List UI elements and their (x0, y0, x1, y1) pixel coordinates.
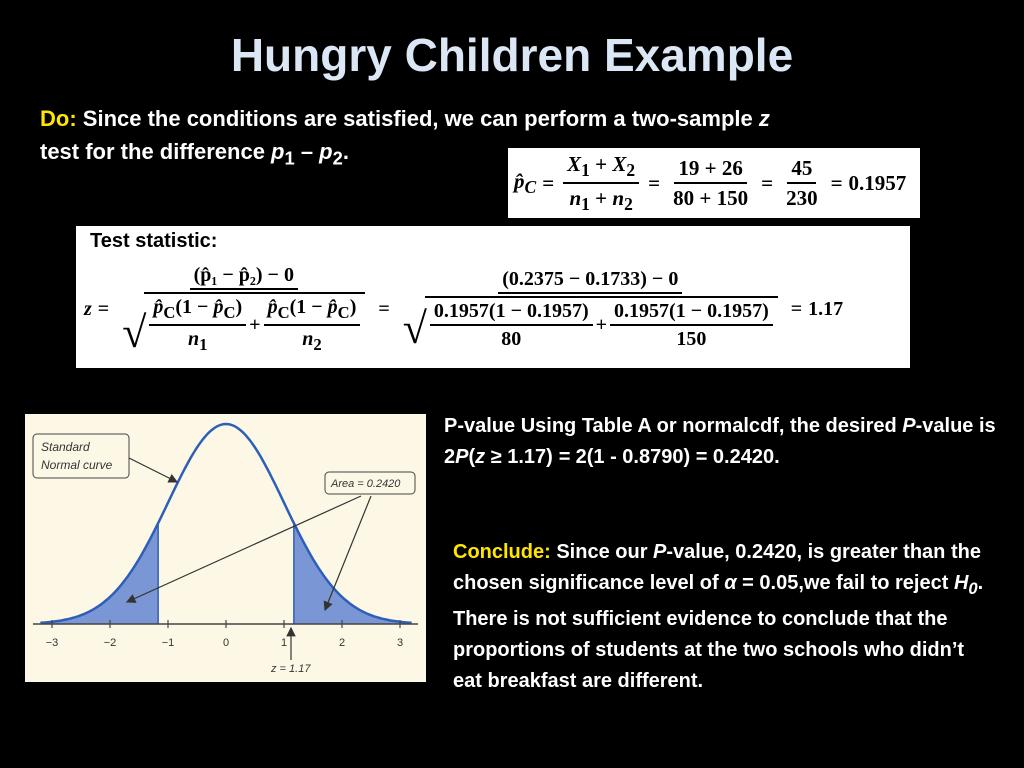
do-p2: p (319, 139, 333, 164)
axis-tick-label: 3 (396, 637, 404, 649)
ts-label: Test statistic (90, 230, 211, 252)
normal-label-arrow (129, 458, 177, 482)
do-sub2: 2 (332, 147, 343, 169)
conclude-label: Conclude: (453, 541, 551, 563)
z-label: z = 1.17 (271, 663, 311, 675)
pvalue-paragraph: P-value Using Table A or normalcdf, the desired P-value is 2P(z ≥ 1.17) = 2(1 - 0.8790) = 0.2420. (444, 415, 996, 468)
ts-frac-numeric: (0.2375 − 0.1733) − 0 √ $\frac{0.1957(1 - 0.1957)}{80}$ + $\frac{0.1957(1 - 0.1957)}{150}$ (399, 268, 782, 351)
do-label: Do: (40, 106, 77, 131)
area-label: Area = 0.2420 (331, 478, 401, 490)
pc-frac-reduced: $\frac{45}{230}$ (786, 156, 818, 211)
pooled-proportion-formula: $p̂_C$ = $\frac{X_1 + X_2}{n_1 + n_2}$ = $\frac{19 + 26}{80 + 150}$ = $\frac{45}{230}$ = 0.1957 (508, 148, 920, 218)
axis-tick-label: 0 (222, 637, 230, 649)
conclude-paragraph: Conclude: Since our P-value, 0.2420, is greater than the chosen significance level of α = 0.05,we fail to reject $H_0$. There is not sufficient evidence to conclude that the proportions of students at the two schools who didn’t eat breakfast are different. (453, 541, 984, 692)
left-tail-shade (40, 523, 158, 624)
conclude-text: . There is not sufficient evidence to conclude that the proportions of students at the two schools who didn’t eat breakfast are different. (453, 572, 984, 692)
axis-tick-label: −1 (161, 637, 175, 649)
axis-tick-label: 2 (338, 637, 346, 649)
normal-label-line1: Standard (41, 440, 90, 454)
ts-frac-symbolic: (p̂₁ − p̂₂) − 0 √ $\frac{p̂_C(1 - p̂_C)}{n_1}$ + $\frac{p̂_C(1 - p̂_C)}{n_2}$ (118, 264, 369, 355)
do-minus: – (294, 139, 320, 164)
pvalue-label: P-value (444, 415, 516, 437)
do-text-2: test for the difference (40, 139, 272, 164)
do-text-1: Since the conditions are satisfied, we can perform a two-sample (82, 106, 759, 131)
normal-label-line2: Normal curve (41, 458, 113, 472)
ts-result: 1.17 (808, 298, 844, 320)
do-z: z (758, 106, 770, 131)
area-arrow-right (325, 496, 371, 610)
axis-tick-label: −2 (103, 637, 117, 649)
do-period: . (342, 139, 349, 164)
pc-lhs: $p̂_C$ (514, 169, 537, 198)
axis-tick-label: 1 (280, 637, 288, 649)
pvalue-computation: 2(1 - 0.8790) = 0.2420. (570, 446, 780, 468)
normal-curve-svg (25, 414, 426, 682)
slide-title: Hungry Children Example (230, 29, 794, 81)
pc-frac-symbolic: $\frac{X_1 + X_2}{n_1 + n_2}$ (563, 152, 639, 215)
ts-z: z (84, 298, 92, 320)
pc-frac-counts: $\frac{19 + 26}{80 + 150}$ (673, 156, 749, 211)
pvalue-text-1: Using Table A or normalcdf, the desired (515, 415, 903, 437)
normal-curve-figure (25, 414, 426, 682)
right-tail-shade (294, 523, 412, 624)
test-statistic-formula: Test statistic: z = (p̂₁ − p̂₂) − 0 √ $\frac{p̂_C(1 - p̂_C)}{n_1}$ + $\frac{p̂_C(1 - p̂_C)}{n_2}$ = (0.2375 − 0.1733) − 0 √ $\frac{0.1957(1 - 0.1957)}{80}$ + $\frac{0.1957(1 - 0.1957)}{150}$ = 1.17 (76, 226, 910, 368)
normal-curve (40, 424, 411, 623)
do-sub1: 1 (284, 147, 295, 169)
do-p1: p (271, 139, 285, 164)
pc-result: 0.1957 (848, 171, 907, 196)
axis-tick-label: −3 (45, 637, 59, 649)
